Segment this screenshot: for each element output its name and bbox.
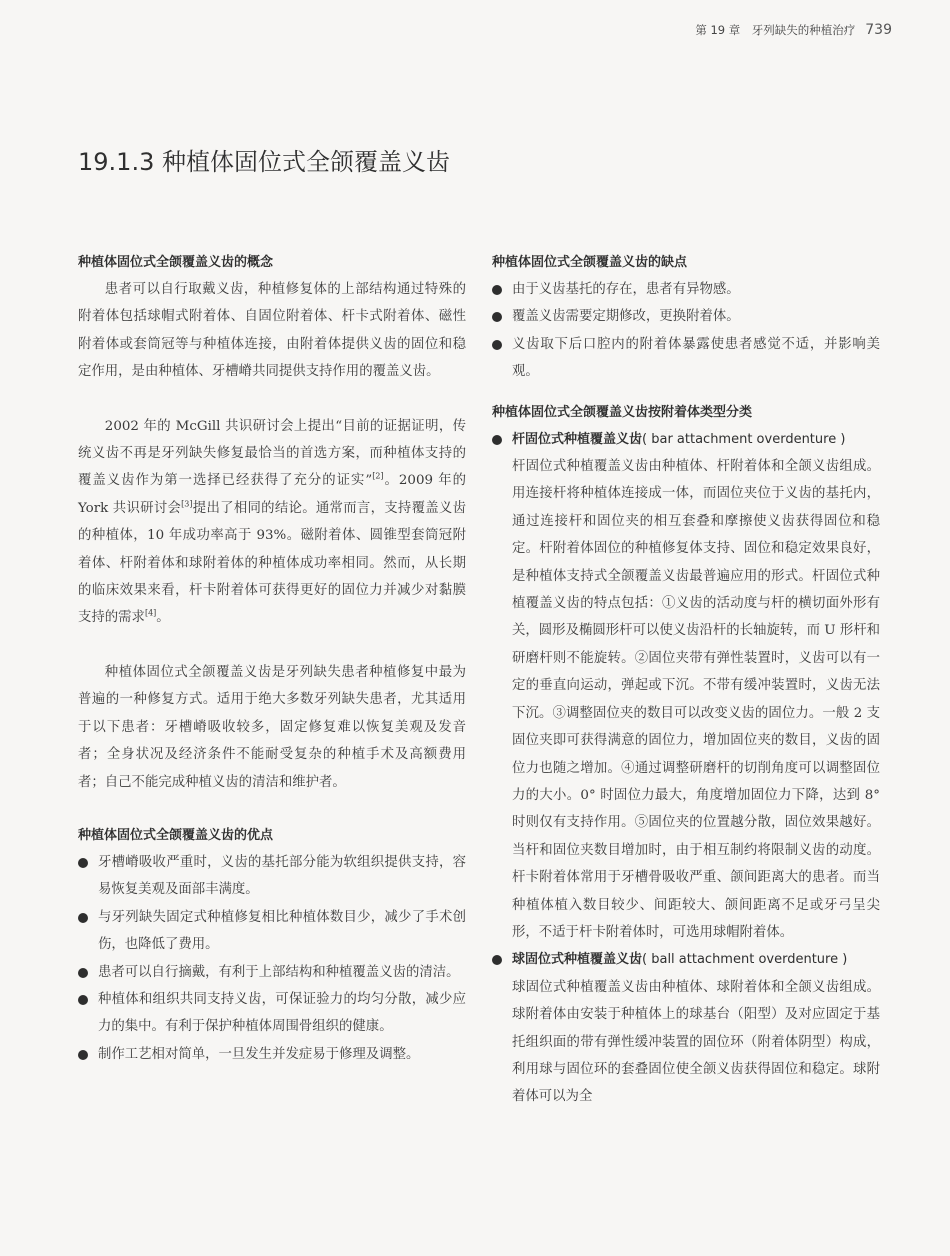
list-item-bar [492,426,880,947]
citation-4: [4] [144,609,157,618]
paragraph-evidence [78,413,466,632]
disadvantages-heading: 种植体固位式全颌覆盖义齿的缺点 [492,255,688,270]
bar-type-text: 杆固位式种植覆盖义齿由种植体、杆附着体和全颌义齿组成。用连接杆将种植体连接成一体，而固位夹位于义齿的基托内，通过连接杆和固位夹的相互套叠和摩擦使义齿获得固位和稳定。杆附着体固位的种植修复体支持、固位和稳定效果良好，是种植体支持式全颌覆盖义齿最普遍应用的形式。杆固位式种植覆盖义齿的特点包括：①义齿的活动度与杆的横切面外形有关，圆形及椭圆形杆可以使义齿沿杆的长轴旋转，而 U 形杆和研磨杆则不能旋转。②固位夹带有弹性装置时，义齿可以有一定的垂直向运动，弹起或下沉。不带有缓冲装置时，义齿无法下沉。③调整固位夹的数目可以改变义齿的固位力。一般 2 支固位夹即可获得满意的固位力，增加固位夹的数目，义齿的固位力也随之增加。④通过调整研磨杆的切削角度可以调整固位力的大小。0° 时固位力最大，角度增加固位力下降，达到 8° 时则仅有支持作用。⑤固位夹的位置越分散，固位效果越好。当杆和固位夹数目增加时，由于相互制约将限制义齿的动度。杆卡附着体常用于牙槽骨吸收严重、颌间距离大的患者。而当种植体植入数目较少、间距较大、颌间距离不足或牙弓呈尖形，不适于杆卡附着体时，可选用球帽附着体。 [512,459,880,940]
evidence-text-c: 提出了相同的结论。通常而言，支持覆盖义齿的种植体，10 年成功率高于 93%。磁附着体、圆锥型套筒冠附着体、杆附着体和球附着体的种植体成功率相同。然而，从长期的临床效果来看，杆卡附着体可获得更好的固位力并减少对黏膜支持的需求 [78,500,466,626]
bullet-icon [78,913,88,923]
bullet-icon [78,858,88,868]
right-column [492,250,880,1111]
list-item: 牙槽嵴吸收严重时，义齿的基托部分能为软组织提供支持，容易恢复美观及面部丰满度。 [78,849,466,904]
classification-list [492,426,880,1111]
paragraph-indications: 种植体固位式全颌覆盖义齿是牙列缺失患者种植修复中最为普遍的一种修复方式。适用于绝大多数牙列缺失患者，尤其适用于以下患者：牙槽嵴吸收较多，固定修复难以恢复美观及发音者；全身状况及经济条件不能耐受复杂的种植手术及高额费用者；自己不能完成种植义齿的清洁和维护者。 [78,664,466,790]
bullet-icon [78,1050,88,1060]
bullet-icon [492,285,502,295]
bullet-icon [78,995,88,1005]
advantages-heading: 种植体固位式全颌覆盖义齿的优点 [78,827,274,843]
concept-heading: 种植体固位式全颌覆盖义齿的概念 [78,255,274,270]
list-item: 义齿取下后口腔内的附着体暴露使患者感觉不适，并影响美观。 [492,331,880,386]
ball-type-title: 球固位式种植覆盖义齿( ball attachment overdenture ) [512,952,848,968]
paragraph-concept: 患者可以自行取戴义齿，种植修复体的上部结构通过特殊的附着体包括球帽式附着体、自固位附着体、杆卡式附着体、磁性附着体或套筒冠等与种植体连接，由附着体提供义齿的固位和稳定作用，是由种植体、牙槽嵴共同提供支持作用的覆盖义齿。 [78,282,466,380]
left-column [78,250,466,1068]
list-item: 患者可以自行摘戴，有利于上部结构和种植覆盖义齿的清洁。 [78,959,466,986]
citation-2: [2] [372,471,384,481]
list-item: 覆盖义齿需要定期修改，更换附着体。 [492,303,880,330]
list-item: 与牙列缺失固定式种植修复相比种植体数目少，减少了手术创伤，也降低了费用。 [78,904,466,959]
chapter-label: 第 19 章 牙列缺失的种植治疗 [695,23,856,37]
bullet-icon [492,435,502,445]
bullet-icon [492,955,502,965]
bullet-icon [492,312,502,322]
list-item: 种植体和组织共同支持义齿，可保证验力的均匀分散，减少应力的集中。有利于保护种植体周围骨组织的健康。 [78,986,466,1041]
section-title: 19.1.3 种植体固位式全颌覆盖义齿 [78,148,450,176]
classification-heading: 种植体固位式全颌覆盖义齿按附着体类型分类 [492,404,753,420]
page-number: 739 [865,22,892,38]
evidence-text-a: 2002 年的 McGill 共识研讨会上提出“目前的证据证明，传统义齿不再是牙列缺失修复最恰当的首选方案，而种植体支持的覆盖义齿作为第一选择已经获得了充分的证实” [78,418,466,489]
evidence-text-b: 。2009 年的 York 共识研讨会 [78,473,466,516]
list-item-ball [492,946,880,1110]
list-item: 由于义齿基托的存在，患者有异物感。 [492,276,880,303]
list-item: 制作工艺相对简单，一旦发生并发症易于修理及调整。 [78,1041,466,1068]
evidence-text-d: 。 [156,610,170,626]
bullet-icon [492,340,502,350]
bar-type-title: 杆固位式种植覆盖义齿( bar attachment overdenture ) [512,431,846,447]
citation-3: [3] [181,499,193,509]
bullet-icon [78,968,88,978]
ball-type-text: 球固位式种植覆盖义齿由种植体、球附着体和全颌义齿组成。球附着体由安装于种植体上的球基台（阳型）及对应固定于基托组织面的带有弹性缓冲装置的固位环（附着体阴型）构成，利用球与固位环的套叠固位使全颌义齿获得固位和稳定。球附着体可以为全 [512,979,880,1105]
disadvantages-list [492,276,880,386]
advantages-list [78,849,466,1068]
running-head [695,22,892,38]
